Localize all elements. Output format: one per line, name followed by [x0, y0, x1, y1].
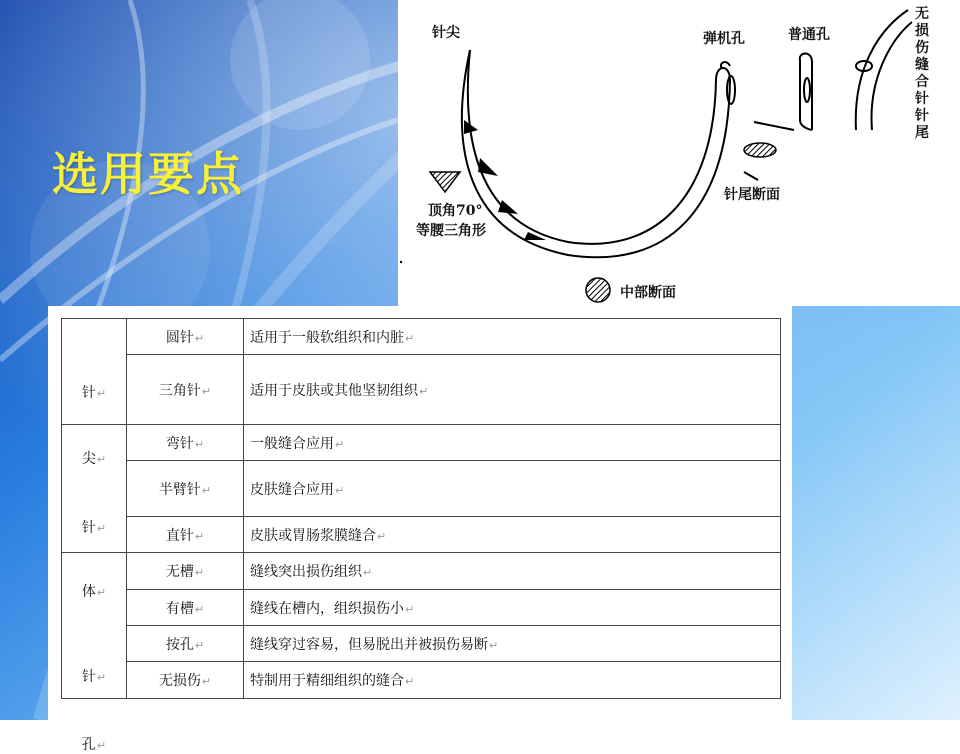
needle-name: 三角针↵ [127, 355, 244, 425]
needle-desc: 缝线突出损伤组织↵ [244, 553, 781, 590]
needle-desc: 皮肤或胃肠浆膜缝合↵ [244, 517, 781, 553]
needle-desc: 特制用于精细组织的缝合↵ [244, 662, 781, 699]
group-char: 体 [81, 583, 96, 600]
table-row [62, 590, 781, 626]
tail-section-icon [744, 143, 776, 157]
label-regular-eye: 普通孔 [788, 27, 830, 43]
table-row [62, 626, 781, 662]
mid-section-icon [586, 278, 610, 302]
label-isosceles: 等腰三角形 [416, 223, 486, 239]
table-row [62, 553, 781, 590]
needle-desc: 适用于皮肤或其他坚韧组织↵ [244, 355, 781, 425]
group-char: 针 [81, 519, 96, 536]
needle-name: 有槽↵ [127, 590, 244, 626]
curved-needle [462, 50, 730, 257]
table-row [62, 355, 781, 425]
group-cell-tip: 针↵ 尖↵ [62, 319, 127, 425]
needle-desc: 缝线在槽内，组织损伤小↵ [244, 590, 781, 626]
table-row [62, 425, 781, 461]
table-row [62, 662, 781, 699]
group-char: 尖 [81, 450, 96, 467]
label-apex-angle: 顶角70° [428, 203, 483, 219]
label-tip: 针尖 [432, 25, 460, 41]
needle-desc: 一般缝合应用↵ [244, 425, 781, 461]
needle-name: 直针↵ [127, 517, 244, 553]
needle-name: 半臂针↵ [127, 461, 244, 517]
group-char: 孔 [81, 736, 96, 753]
needle-diagram [398, 0, 960, 306]
needle-name: 弯针↵ [127, 425, 244, 461]
label-atraumatic: 无损伤缝合针针尾 [915, 6, 929, 141]
needle-selection-table-panel [48, 306, 792, 753]
needle-name: 无槽↵ [127, 553, 244, 590]
needle-name: 无损伤↵ [127, 662, 244, 699]
label-spring-eye: 弹机孔 [703, 31, 745, 47]
slide-title: 选用要点 [52, 147, 244, 201]
apex-triangle-icon [430, 172, 460, 192]
needle-desc: 缝线穿过容易，但易脱出并被损伤易断↵ [244, 626, 781, 662]
label-tail-section: 针尾断面 [724, 187, 780, 203]
table-row [62, 517, 781, 553]
group-cell-body: 针↵ 体↵ [62, 425, 127, 553]
needle-desc: 皮肤缝合应用↵ [244, 461, 781, 517]
needle-desc: 适用于一般软组织和内脏↵ [244, 319, 781, 355]
group-cell-eye: 针↵ 孔↵ [62, 553, 127, 699]
atraumatic-tail [856, 10, 912, 130]
needle-selection-table [61, 318, 781, 753]
needle-name: 圆针↵ [127, 319, 244, 355]
group-char: 针 [81, 668, 96, 685]
table-row [62, 319, 781, 355]
group-char: 针 [81, 384, 96, 401]
regular-eye [800, 54, 812, 131]
table-row [62, 461, 781, 517]
label-mid-section: 中部断面 [620, 285, 676, 301]
needle-name: 按孔↵ [127, 626, 244, 662]
